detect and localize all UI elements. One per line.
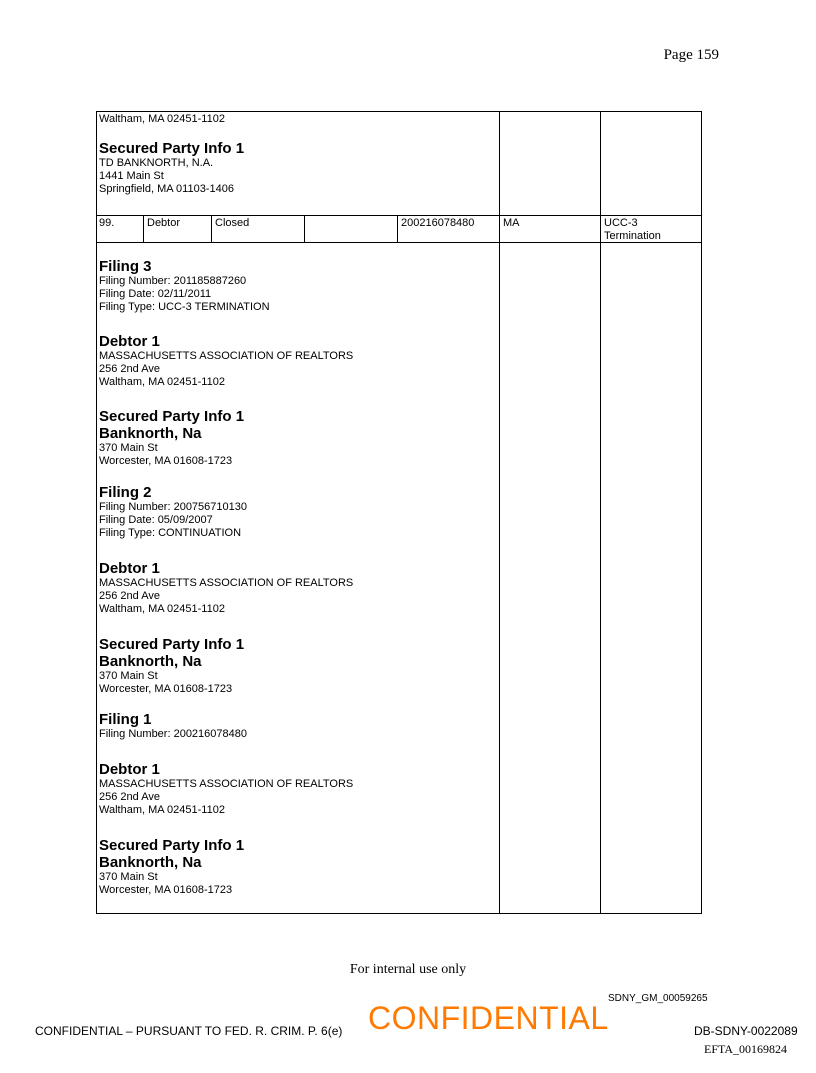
col-divider-state	[499, 111, 500, 914]
debtor-name: MASSACHUSETTS ASSOCIATION OF REALTORS	[99, 350, 354, 362]
secured-block-3	[99, 408, 244, 468]
debtor-street: 256 2nd Ave	[99, 791, 160, 803]
filing-number: Filing Number: 200756710130	[99, 501, 247, 513]
debtor-street: 256 2nd Ave	[99, 363, 160, 375]
debtor-city: Waltham, MA 02451-1102	[99, 603, 225, 615]
table-border-right	[701, 111, 702, 914]
secured-party-city: Worcester, MA 01608-1723	[99, 884, 233, 896]
debtor-name: MASSACHUSETTS ASSOCIATION OF REALTORS	[99, 778, 354, 790]
secured-party-street: 370 Main St	[99, 871, 158, 883]
secured-block-2	[99, 636, 244, 696]
row-99-col-divider	[397, 215, 398, 243]
table-border-left	[96, 111, 97, 914]
filing-title: Filing 3	[99, 258, 152, 275]
confidential-stamp: CONFIDENTIAL	[368, 1000, 609, 1036]
secured-party-name: Banknorth, Na	[99, 425, 202, 442]
row-filing-type-line2: Termination	[604, 230, 661, 242]
secured-block-1	[99, 837, 244, 897]
debtor-city: Waltham, MA 02451-1102	[99, 376, 225, 388]
filing-title: Filing 1	[99, 711, 152, 728]
secured-party-street: 1441 Main St	[99, 170, 164, 182]
secured-party-city: Worcester, MA 01608-1723	[99, 683, 233, 695]
debtor-title: Debtor 1	[99, 761, 160, 778]
secured-party-city: Springfield, MA 01103-1406	[99, 183, 234, 195]
secured-party-title: Secured Party Info 1	[99, 408, 245, 425]
row-filing-type	[604, 217, 661, 243]
filing-type: Filing Type: UCC-3 TERMINATION	[99, 301, 270, 313]
page-number: Page 159	[663, 47, 719, 63]
debtor-city: Waltham, MA 02451-1102	[99, 804, 225, 816]
filing-type: Filing Type: CONTINUATION	[99, 527, 242, 539]
secured-party-street: 370 Main St	[99, 442, 158, 454]
secured-party-name: Banknorth, Na	[99, 653, 202, 670]
efta-number: EFTA_00169824	[704, 1042, 788, 1056]
top-detail-block	[99, 113, 244, 196]
row-99-col-divider	[211, 215, 212, 243]
secured-party-street: 370 Main St	[99, 670, 158, 682]
table-border-bottom	[96, 913, 702, 914]
row-99-col-divider	[143, 215, 144, 243]
filing-title: Filing 2	[99, 484, 152, 501]
secured-party-name: TD BANKNORTH, N.A.	[99, 157, 214, 169]
row-number: 99.	[99, 217, 115, 229]
row-99-col-divider	[304, 215, 305, 243]
filing-date: Filing Date: 02/11/2011	[99, 288, 212, 300]
filing-block-2	[99, 484, 247, 540]
bates-number-sdny-gm: SDNY_GM_00059265	[608, 993, 708, 1004]
secured-party-name: Banknorth, Na	[99, 854, 202, 871]
debtor-block-3	[99, 333, 353, 389]
ucc-filings-table	[96, 111, 702, 914]
debtor-title: Debtor 1	[99, 333, 160, 350]
internal-use-notice: For internal use only	[349, 962, 467, 977]
debtor-street: 256 2nd Ave	[99, 590, 160, 602]
row-filing-number: 200216078480	[401, 217, 475, 229]
row-state: MA	[503, 217, 520, 229]
filing-block-1	[99, 711, 247, 741]
debtor-block-2	[99, 560, 353, 616]
bates-number-db: DB-SDNY-0022089	[694, 1024, 798, 1038]
debtor-block-1	[99, 761, 353, 817]
table-border-top	[96, 111, 702, 112]
filing-block-3	[99, 258, 270, 314]
row-99-top-line	[96, 215, 702, 216]
filing-number: Filing Number: 200216078480	[99, 728, 247, 740]
secured-party-title: Secured Party Info 1	[99, 837, 245, 854]
secured-party-city: Worcester, MA 01608-1723	[99, 455, 233, 467]
secured-party-title: Secured Party Info 1	[99, 636, 245, 653]
debtor-title: Debtor 1	[99, 560, 160, 577]
address-line: Waltham, MA 02451-1102	[99, 113, 225, 125]
secured-party-title: Secured Party Info 1	[99, 140, 245, 157]
filing-number: Filing Number: 201185887260	[99, 275, 247, 287]
col-divider-type	[600, 111, 601, 914]
row-role: Debtor	[147, 217, 181, 229]
confidential-notice: CONFIDENTIAL – PURSUANT TO FED. R. CRIM. P. 6(e)	[35, 1024, 343, 1038]
debtor-name: MASSACHUSETTS ASSOCIATION OF REALTORS	[99, 577, 354, 589]
filing-date: Filing Date: 05/09/2007	[99, 514, 213, 526]
row-filing-type-line1: UCC-3	[604, 217, 638, 229]
row-status: Closed	[215, 217, 250, 229]
